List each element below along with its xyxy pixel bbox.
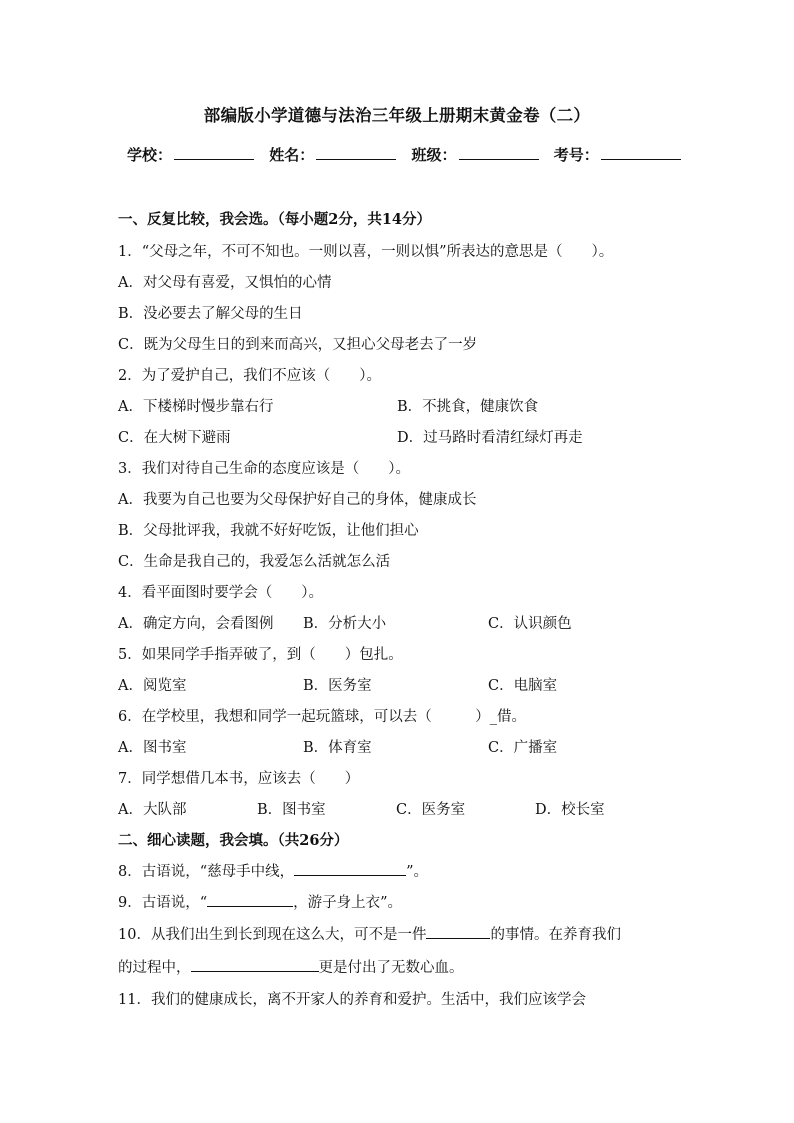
name-blank[interactable]: [316, 145, 396, 160]
q4-stem: 4．看平面图时要学会（ ）。: [118, 585, 323, 601]
q4-option-b: B．分析大小: [303, 616, 387, 632]
section-2-heading: 二、细心读题，我会填。（共26分）: [118, 832, 349, 849]
school-field: 学校：: [127, 144, 254, 165]
exam-number-field: 考号：: [554, 144, 681, 165]
q2-option-b: B．不挑食，健康饮食: [397, 399, 539, 415]
q5-option-a: A．阅览室: [118, 678, 187, 694]
q6-option-b: B．体育室: [303, 740, 372, 756]
q10-line-2: 的过程中， 更是付出了无数心血。: [118, 956, 464, 977]
class-blank[interactable]: [459, 145, 539, 160]
q3-option-c: C．生命是我自己的，我爱怎么活就怎么活: [118, 554, 391, 570]
q6-option-c: C．广播室: [488, 740, 558, 756]
section-1-heading: 一、反复比较，我会选。（每小题2分，共14分）: [118, 211, 432, 228]
q7-option-c: C．医务室: [396, 802, 466, 818]
q3-option-a: A．我要为自己也要为父母保护好自己的身体，健康成长: [118, 492, 477, 508]
q9: 9．古语说，“ ，游子身上衣”。: [118, 891, 402, 912]
q11-stem: 11．我们的健康成长，离不开家人的养育和爱护。生活中，我们应该学会: [118, 992, 586, 1008]
school-blank[interactable]: [174, 145, 254, 160]
student-info-row: [127, 144, 691, 165]
q2-option-c: C．在大树下避雨: [118, 430, 231, 446]
q2-option-a: A．下楼梯时慢步靠右行: [118, 399, 274, 415]
q4-option-a: A．确定方向，会看图例: [118, 616, 274, 632]
q3-option-b: B．父母批评我，我就不好好吃饭，让他们担心: [118, 523, 419, 539]
q4-option-c: C．认识颜色: [488, 616, 572, 632]
q10-blank-2[interactable]: [191, 957, 319, 972]
q1-option-c: C．既为父母生日的到来而高兴，又担心父母老去了一岁: [118, 337, 478, 353]
q10-line-1: 10．从我们出生到长到现在这么大，可不是一件 的事情。在养育我们: [118, 923, 621, 944]
q1-option-b: B．没必要去了解父母的生日: [118, 306, 303, 322]
q7-stem: 7．同学想借几本书，应该去（ ）: [118, 771, 360, 787]
q6-option-a: A．图书室: [118, 740, 187, 756]
q2-stem: 2．为了爱护自己，我们不应该（ ）。: [118, 368, 381, 384]
q5-option-b: B．医务室: [303, 678, 372, 694]
q8-blank[interactable]: [294, 861, 406, 876]
q1-stem: 1．“父母之年，不可不知也。一则以喜，一则以惧”所表达的意思是（ ）。: [118, 244, 614, 260]
q6-stem: 6．在学校里，我想和同学一起玩篮球，可以去（ ）_借。: [118, 709, 526, 725]
q2-option-d: D．过马路时看清红绿灯再走: [397, 430, 583, 446]
page-title: 部编版小学道德与法治三年级上册期末黄金卷（二）: [203, 106, 591, 125]
q7-option-a: A．大队部: [118, 802, 187, 818]
q7-option-d: D．校长室: [535, 802, 605, 818]
q1-option-a: A．对父母有喜爱，又惧怕的心情: [118, 275, 332, 291]
q3-stem: 3．我们对待自己生命的态度应该是（ ）。: [118, 461, 410, 477]
q9-blank[interactable]: [207, 892, 293, 907]
q7-option-b: B．图书室: [257, 802, 326, 818]
q8: 8．古语说，“慈母手中线， ”。: [118, 860, 428, 881]
q10-blank-1[interactable]: [426, 924, 490, 939]
q5-stem: 5．如果同学手指弄破了，到（ ）包扎。: [118, 647, 403, 663]
name-field: 姓名：: [269, 144, 396, 165]
q5-option-c: C．电脑室: [488, 678, 558, 694]
exam-number-blank[interactable]: [601, 145, 681, 160]
class-field: 班级：: [412, 144, 539, 165]
